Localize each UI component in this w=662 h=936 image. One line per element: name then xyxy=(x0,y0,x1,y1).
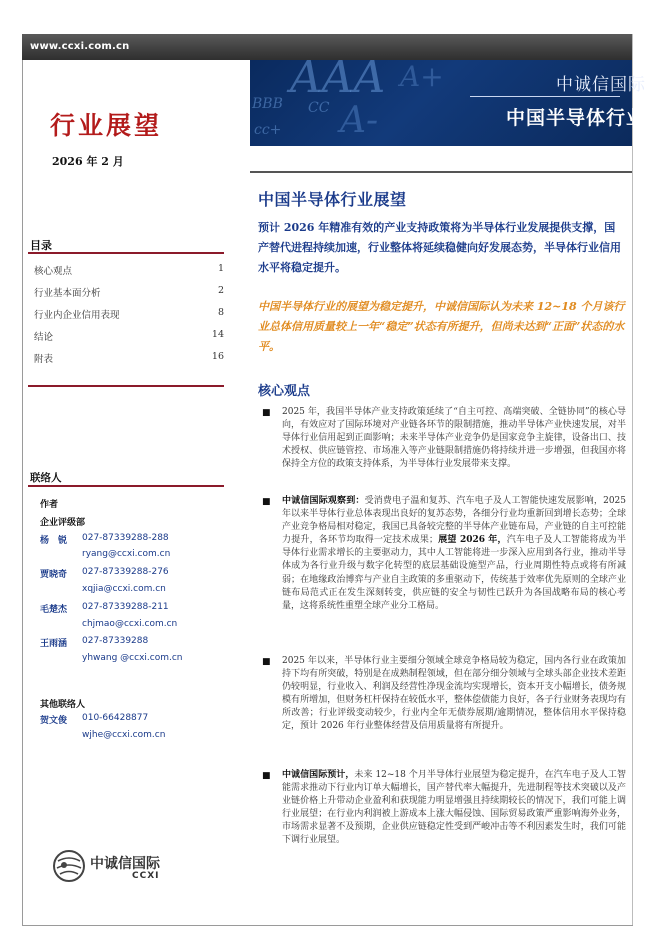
toc-item-page: 1 xyxy=(217,263,224,274)
point-lead: 中诚信国际预计， xyxy=(282,770,355,780)
toc-item-page: 2 xyxy=(217,285,224,296)
contact-email[interactable]: yhwang @ccxi.com.cn xyxy=(82,653,183,663)
banner-decor-glyph: BBB xyxy=(252,96,283,112)
section-heading: 核心观点 xyxy=(258,384,311,399)
right-frame-line xyxy=(632,34,633,925)
point-paragraph xyxy=(282,769,626,848)
toc-item[interactable] xyxy=(34,351,224,365)
contact-phone: 027-87339288-211 xyxy=(82,602,169,612)
banner-report-title: 中国半导体行业 xyxy=(505,107,646,129)
rating-statement: 中国半导体行业的展望为稳定提升，中诚信国际认为未来 12~18 个月该行业总体信用质量较上一年“稳定”状态有所提升，但尚未达到“正面”状态的水平。 xyxy=(258,300,625,353)
doc-type-heading: 行业展望 xyxy=(50,111,163,140)
banner-decor-glyph: A- xyxy=(340,100,379,141)
toc-item-label: 行业内企业信用表现 xyxy=(34,310,120,321)
main-title: 中国半导体行业展望 xyxy=(258,190,407,209)
dept-label: 企业评级部 xyxy=(40,518,86,528)
contact-email[interactable]: ryang@ccxi.com.cn xyxy=(82,549,171,559)
toc-item-label: 行业基本面分析 xyxy=(34,288,101,299)
point-text: 未来 12~18 个月半导体行业展望为稳定提升，在汽车电子及人工智能需求推动下行业内订单大幅增长，国产替代率大幅提升，先进制程等技术突破以及产业链价格上升带动企业盈利和获现能力明显增强且持续期较长的情况下，我们可能上调行业展望；在行业内利润被上游成本上涨大幅侵蚀、国际贸易政策严重影响海外业务，市场需求显著不及预期，企业供应链稳定性受到严峻冲击等不利因素发生时，我们可能下调行业展望。 xyxy=(282,770,626,846)
bullet-icon: ■ xyxy=(262,771,271,781)
contact-phone: 027-87339288-276 xyxy=(82,567,169,577)
toc-title: 目录 xyxy=(30,239,52,252)
lead-summary: 预计 2026 年精准有效的产业支持政策将为半导体行业发展提供支撑，国产替代进程持续加速，行业整体将延续稳健向好发展态势，半导体行业信用水平将稳定提升。 xyxy=(258,221,621,274)
contact-phone: 027-87339288-288 xyxy=(82,533,169,543)
toc-item-label: 结论 xyxy=(34,332,54,343)
banner-decor-glyph: cc+ xyxy=(254,122,282,138)
point-paragraph xyxy=(282,406,626,471)
toc-item-label: 核心观点 xyxy=(34,266,73,277)
contact-email[interactable]: xqjia@ccxi.com.cn xyxy=(82,584,166,594)
point-lead: 中诚信国际观察到： xyxy=(282,496,365,506)
contact-phone: 027-87339288 xyxy=(82,636,149,646)
point-paragraph xyxy=(282,655,626,734)
logo-text-en: CCXI xyxy=(132,871,160,881)
toc-bottom-rule xyxy=(28,385,224,387)
globe-icon xyxy=(52,849,86,883)
header-rule xyxy=(250,171,632,173)
toc-item-page: 16 xyxy=(211,351,224,362)
toc-item[interactable] xyxy=(34,263,224,277)
toc-item[interactable] xyxy=(34,285,224,299)
bullet-icon: ■ xyxy=(262,497,271,507)
other-contact-label: 其他联络人 xyxy=(40,700,86,710)
left-frame-line xyxy=(22,60,23,925)
ccxi-logo xyxy=(52,847,172,887)
toc-item-label: 附表 xyxy=(34,354,54,365)
banner-decor-glyph: AAA xyxy=(290,60,386,103)
contact-email[interactable]: wjhe@ccxi.com.cn xyxy=(82,730,166,740)
contact-name: 王雨涵 xyxy=(40,639,68,649)
site-url[interactable]: www.ccxi.com.cn xyxy=(30,41,130,52)
contact-name: 贺文俊 xyxy=(40,716,68,726)
point-paragraph xyxy=(282,495,626,613)
point-text: 2025 年，我国半导体产业支持政策延续了“自主可控、高端突破、全链协同”的核心导向，有效应对了国际环境对产业链各环节的限制措施，推动半导体产业快速发展，对半导体行业信用起到正面影响；未来半导体产业竞争仍是国家竞争主旋律，设备出口、技术授权、供应链管控、市场准入等产业链限制措施仍将持续并进一步增强，但我国亦将保持全方位的政策支持体系，为半导体行业发展带来支撑。 xyxy=(282,407,626,470)
contact-email[interactable]: chjmao@ccxi.com.cn xyxy=(82,619,178,629)
contacts-title: 联络人 xyxy=(30,472,62,484)
bottom-frame-line xyxy=(22,925,633,926)
banner-decor-glyph: CC xyxy=(308,100,330,116)
contact-name: 杨 锐 xyxy=(40,536,68,546)
banner-divider xyxy=(470,96,620,97)
contact-name: 毛楚杰 xyxy=(40,605,68,615)
banner-brand: 中诚信国际 xyxy=(556,75,646,95)
bullet-icon: ■ xyxy=(262,408,271,418)
point-text: 受消费电子温和复苏、汽车电子及人工智能快速发展影响，2025 年以来半导体行业总体表现出良好的复苏态势，各细分行业均重新回到增长态势；全球产业竞争格局相对稳定，我国已具备较完整的半导体产业链布局，产业链的自主可控能力提升，各环节均取得一定技术成果； xyxy=(282,496,626,546)
toc-rule xyxy=(28,252,224,254)
report-date: 2026 年 2 月 xyxy=(52,155,124,168)
point-text: 2025 年以来，半导体行业主要细分领域全球竞争格局较为稳定，国内各行业在政策加持下均有所突破，特别是在成熟制程领域，但在部分细分领域与全球头部企业技术差距仍较明显，行业收入、利润及经营性净现金流均实现增长，资本开支小幅增长，债务规模有所增加，但财务杠杆保持在较低水平，整体偿债能力良好，各子行业财务表现均有所改善；行业评级变动较少，行业内全年无债券展期/逾期情况，整体信用水平保持稳定，预计 2026 年行业整体经营及信用质量将有所提升。 xyxy=(282,656,626,732)
toc-item[interactable] xyxy=(34,307,224,321)
bullet-icon: ■ xyxy=(262,657,271,667)
toc-item-page: 8 xyxy=(217,307,224,318)
banner-decor-glyph: A+ xyxy=(400,60,444,93)
toc-item-page: 14 xyxy=(211,329,224,340)
contacts-rule xyxy=(28,485,224,487)
contact-name: 贾晓奇 xyxy=(40,570,68,580)
point-lead: 展望 2026 年， xyxy=(438,535,507,546)
contact-phone: 010-66428877 xyxy=(82,713,149,723)
logo-text-cn: 中诚信国际 xyxy=(90,856,160,872)
author-label: 作者 xyxy=(40,500,59,510)
toc-item[interactable] xyxy=(34,329,224,343)
point-text: 汽车电子及人工智能将成为半导体行业需求增长的主要驱动力，其中人工智能将进一步深入应用到各行业，推动半导体成为各行业升级与数字化转型的底层基础设施型产品，行业周期性特点或将有所减弱；在地缘政治博弈与产业自主政策的多重驱动下，传统基于效率优先原则的全球产业链布局范式正在发生深刻转变，供应链的安全与韧性已跃升为各国战略布局的核心考量，这将系统性重塑全球产业分工格局。 xyxy=(282,535,626,611)
